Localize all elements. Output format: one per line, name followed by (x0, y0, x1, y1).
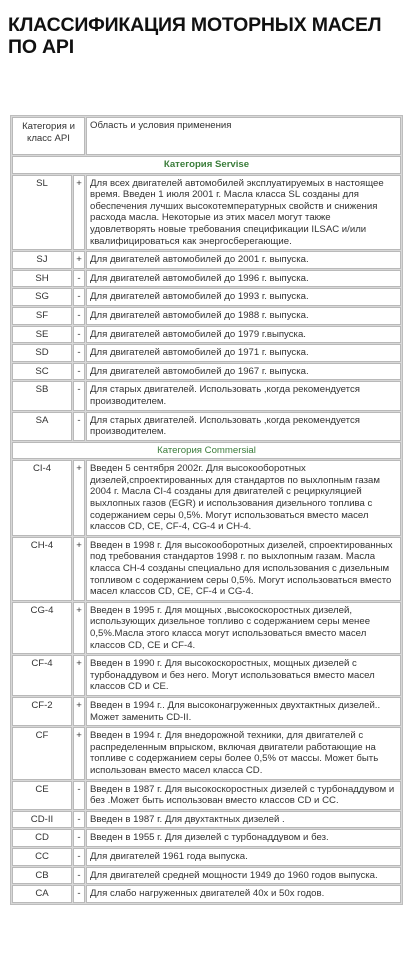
api-class-cell: CI-4 (12, 460, 72, 536)
api-class-cell: CE (12, 781, 72, 810)
status-sign-cell: + (73, 460, 85, 536)
api-class-cell: SG (12, 288, 72, 306)
status-sign-cell: - (73, 848, 85, 866)
application-description-cell: Для двигателей автомобилей до 1979 г.выпуска. (86, 326, 401, 344)
status-sign-cell: - (73, 326, 85, 344)
application-description-cell: Для двигателей автомобилей до 2001 г. выпуска. (86, 251, 401, 269)
api-class-cell: CF-4 (12, 655, 72, 696)
api-class-cell: CF (12, 727, 72, 779)
status-sign-cell: - (73, 412, 85, 441)
table-row (12, 697, 401, 726)
application-description-cell: Для двигателей 1961 года выпуска. (86, 848, 401, 866)
application-description-cell: Для слабо нагруженных двигателей 40х и 50х годов. (86, 885, 401, 903)
section-title: Категория Servise (12, 156, 401, 174)
table-row (12, 381, 401, 410)
api-class-cell: CD-II (12, 811, 72, 829)
status-sign-cell: - (73, 829, 85, 847)
table-row (12, 307, 401, 325)
api-class-cell: SH (12, 270, 72, 288)
application-description-cell: Для двигателей средней мощности 1949 до 1960 годов выпуска. (86, 867, 401, 885)
api-class-cell: CF-2 (12, 697, 72, 726)
table-row (12, 829, 401, 847)
application-description-cell: Для всех двигателей автомобилей эксплуатируемых в настоящее время. Введен 1 июля 2001 г. Масла класса SL созданы для обеспечения лучших высокотемпературных свойств и снижения расхода масла. Некоторые из этих масел могут также удовлетворять новые требования спецификации ILSAC и/или квалифицироваться как энергосберегающие. (86, 175, 401, 251)
api-class-cell: SC (12, 363, 72, 381)
api-class-cell: CC (12, 848, 72, 866)
api-class-cell: SE (12, 326, 72, 344)
application-description-cell: Для старых двигателей. Использовать ,когда рекомендуется производителем. (86, 381, 401, 410)
status-sign-cell: + (73, 537, 85, 601)
application-description-cell: Для двигателей автомобилей до 1996 г. выпуска. (86, 270, 401, 288)
table-row (12, 288, 401, 306)
table-header-row (12, 117, 401, 155)
api-class-cell: SL (12, 175, 72, 251)
api-class-cell: SJ (12, 251, 72, 269)
status-sign-cell: - (73, 381, 85, 410)
table-row (12, 727, 401, 779)
api-class-cell: CH-4 (12, 537, 72, 601)
table-row (12, 251, 401, 269)
table-row (12, 270, 401, 288)
application-description-cell: Введен в 1987 г. Для высокоскоростных дизелей с турбонаддувом и без .Может быть использован вместо классов CD и CC. (86, 781, 401, 810)
header-area-cell: Область и условия применения (86, 117, 401, 155)
status-sign-cell: + (73, 727, 85, 779)
status-sign-cell: + (73, 655, 85, 696)
application-description-cell: Для двигателей автомобилей до 1988 г. выпуска. (86, 307, 401, 325)
application-description-cell: Для двигателей автомобилей до 1993 г. выпуска. (86, 288, 401, 306)
api-class-cell: SA (12, 412, 72, 441)
page-title: КЛАССИФИКАЦИЯ МОТОРНЫХ МАСЕЛ ПО API (8, 14, 382, 58)
header-class-cell: Категория и класс API (12, 117, 85, 155)
section-header-row (12, 156, 401, 174)
table-row (12, 460, 401, 536)
application-description-cell: Введен в 1987 г. Для двухтактных дизелей . (86, 811, 401, 829)
table-row (12, 811, 401, 829)
status-sign-cell: + (73, 251, 85, 269)
status-sign-cell: - (73, 811, 85, 829)
status-sign-cell: - (73, 363, 85, 381)
api-class-cell: SD (12, 344, 72, 362)
table-body (12, 117, 401, 903)
api-class-cell: SF (12, 307, 72, 325)
api-class-cell: CB (12, 867, 72, 885)
application-description-cell: Введен в 1994 г. Для внедорожной техники, для двигателей с распределенным впрыском, включая двигатели работающие на топливе с содержанием серы более 0,5% от массы. Может быть использован вместо масел класса CD. (86, 727, 401, 779)
status-sign-cell: + (73, 602, 85, 654)
table-row (12, 344, 401, 362)
status-sign-cell: - (73, 867, 85, 885)
status-sign-cell: - (73, 270, 85, 288)
section-title: Категория Commersial (12, 442, 401, 460)
application-description-cell: Введен 5 сентября 2002г. Для высокооборотных дизелей,спроектированных для стандартов по выхлопным газам 2004 г. Масла CI-4 созданы для двигателей с рециркуляцией выхлопных газов (EGR) и использования дизельного топлива с содержанием серы 0,5%. Могут использоваться вместо масел классов CD, CE, CF-4, CG-4 и CH-4. (86, 460, 401, 536)
table-row (12, 885, 401, 903)
api-class-cell: CG-4 (12, 602, 72, 654)
table-row (12, 602, 401, 654)
table-row (12, 326, 401, 344)
status-sign-cell: + (73, 697, 85, 726)
table-row (12, 363, 401, 381)
table-row (12, 412, 401, 441)
status-sign-cell: - (73, 307, 85, 325)
application-description-cell: Для двигателей автомобилей до 1971 г. выпуска. (86, 344, 401, 362)
table-row (12, 848, 401, 866)
application-description-cell: Введен в 1994 г.. Для высоконагруженных двухтактных дизелей.. Может заменить CD-II. (86, 697, 401, 726)
application-description-cell: Для двигателей автомобилей до 1967 г. выпуска. (86, 363, 401, 381)
application-description-cell: Для старых двигателей. Использовать ,когда рекомендуется производителем. (86, 412, 401, 441)
api-class-cell: CA (12, 885, 72, 903)
section-header-row (12, 442, 401, 460)
table-row (12, 537, 401, 601)
application-description-cell: Введен в 1990 г. Для высокоскоростных, мощных дизелей с турбонаддувом и без него. Могут использоваться вместо масел классов CD и CE. (86, 655, 401, 696)
api-class-cell: CD (12, 829, 72, 847)
table-row (12, 175, 401, 251)
table-row (12, 867, 401, 885)
table-row (12, 781, 401, 810)
table-row (12, 655, 401, 696)
application-description-cell: Введен в 1995 г. Для мощных ,высокоскоростных дизелей, использующих дизельное топливо с содержанием серы менее 0,5%.Масла этого класса могут использоваться вместо масел классов CD, CE и CF-4. (86, 602, 401, 654)
status-sign-cell: + (73, 175, 85, 251)
status-sign-cell: - (73, 344, 85, 362)
api-classification-table (10, 115, 403, 905)
status-sign-cell: - (73, 781, 85, 810)
application-description-cell: Введен в 1955 г. Для дизелей с турбонаддувом и без. (86, 829, 401, 847)
application-description-cell: Введен в 1998 г. Для высокооборотных дизелей, спроектированных под требования стандартов 1998 г. по выхлопным газам. Масла класса CH-4 созданы специально для использования с дизельным топливом с содержанием серы 0,5%. Могут использоваться вместо масел классов CD, CE, CF-4 и CG-4. (86, 537, 401, 601)
status-sign-cell: - (73, 885, 85, 903)
api-class-cell: SB (12, 381, 72, 410)
status-sign-cell: - (73, 288, 85, 306)
api-classification-table-container (10, 115, 403, 905)
